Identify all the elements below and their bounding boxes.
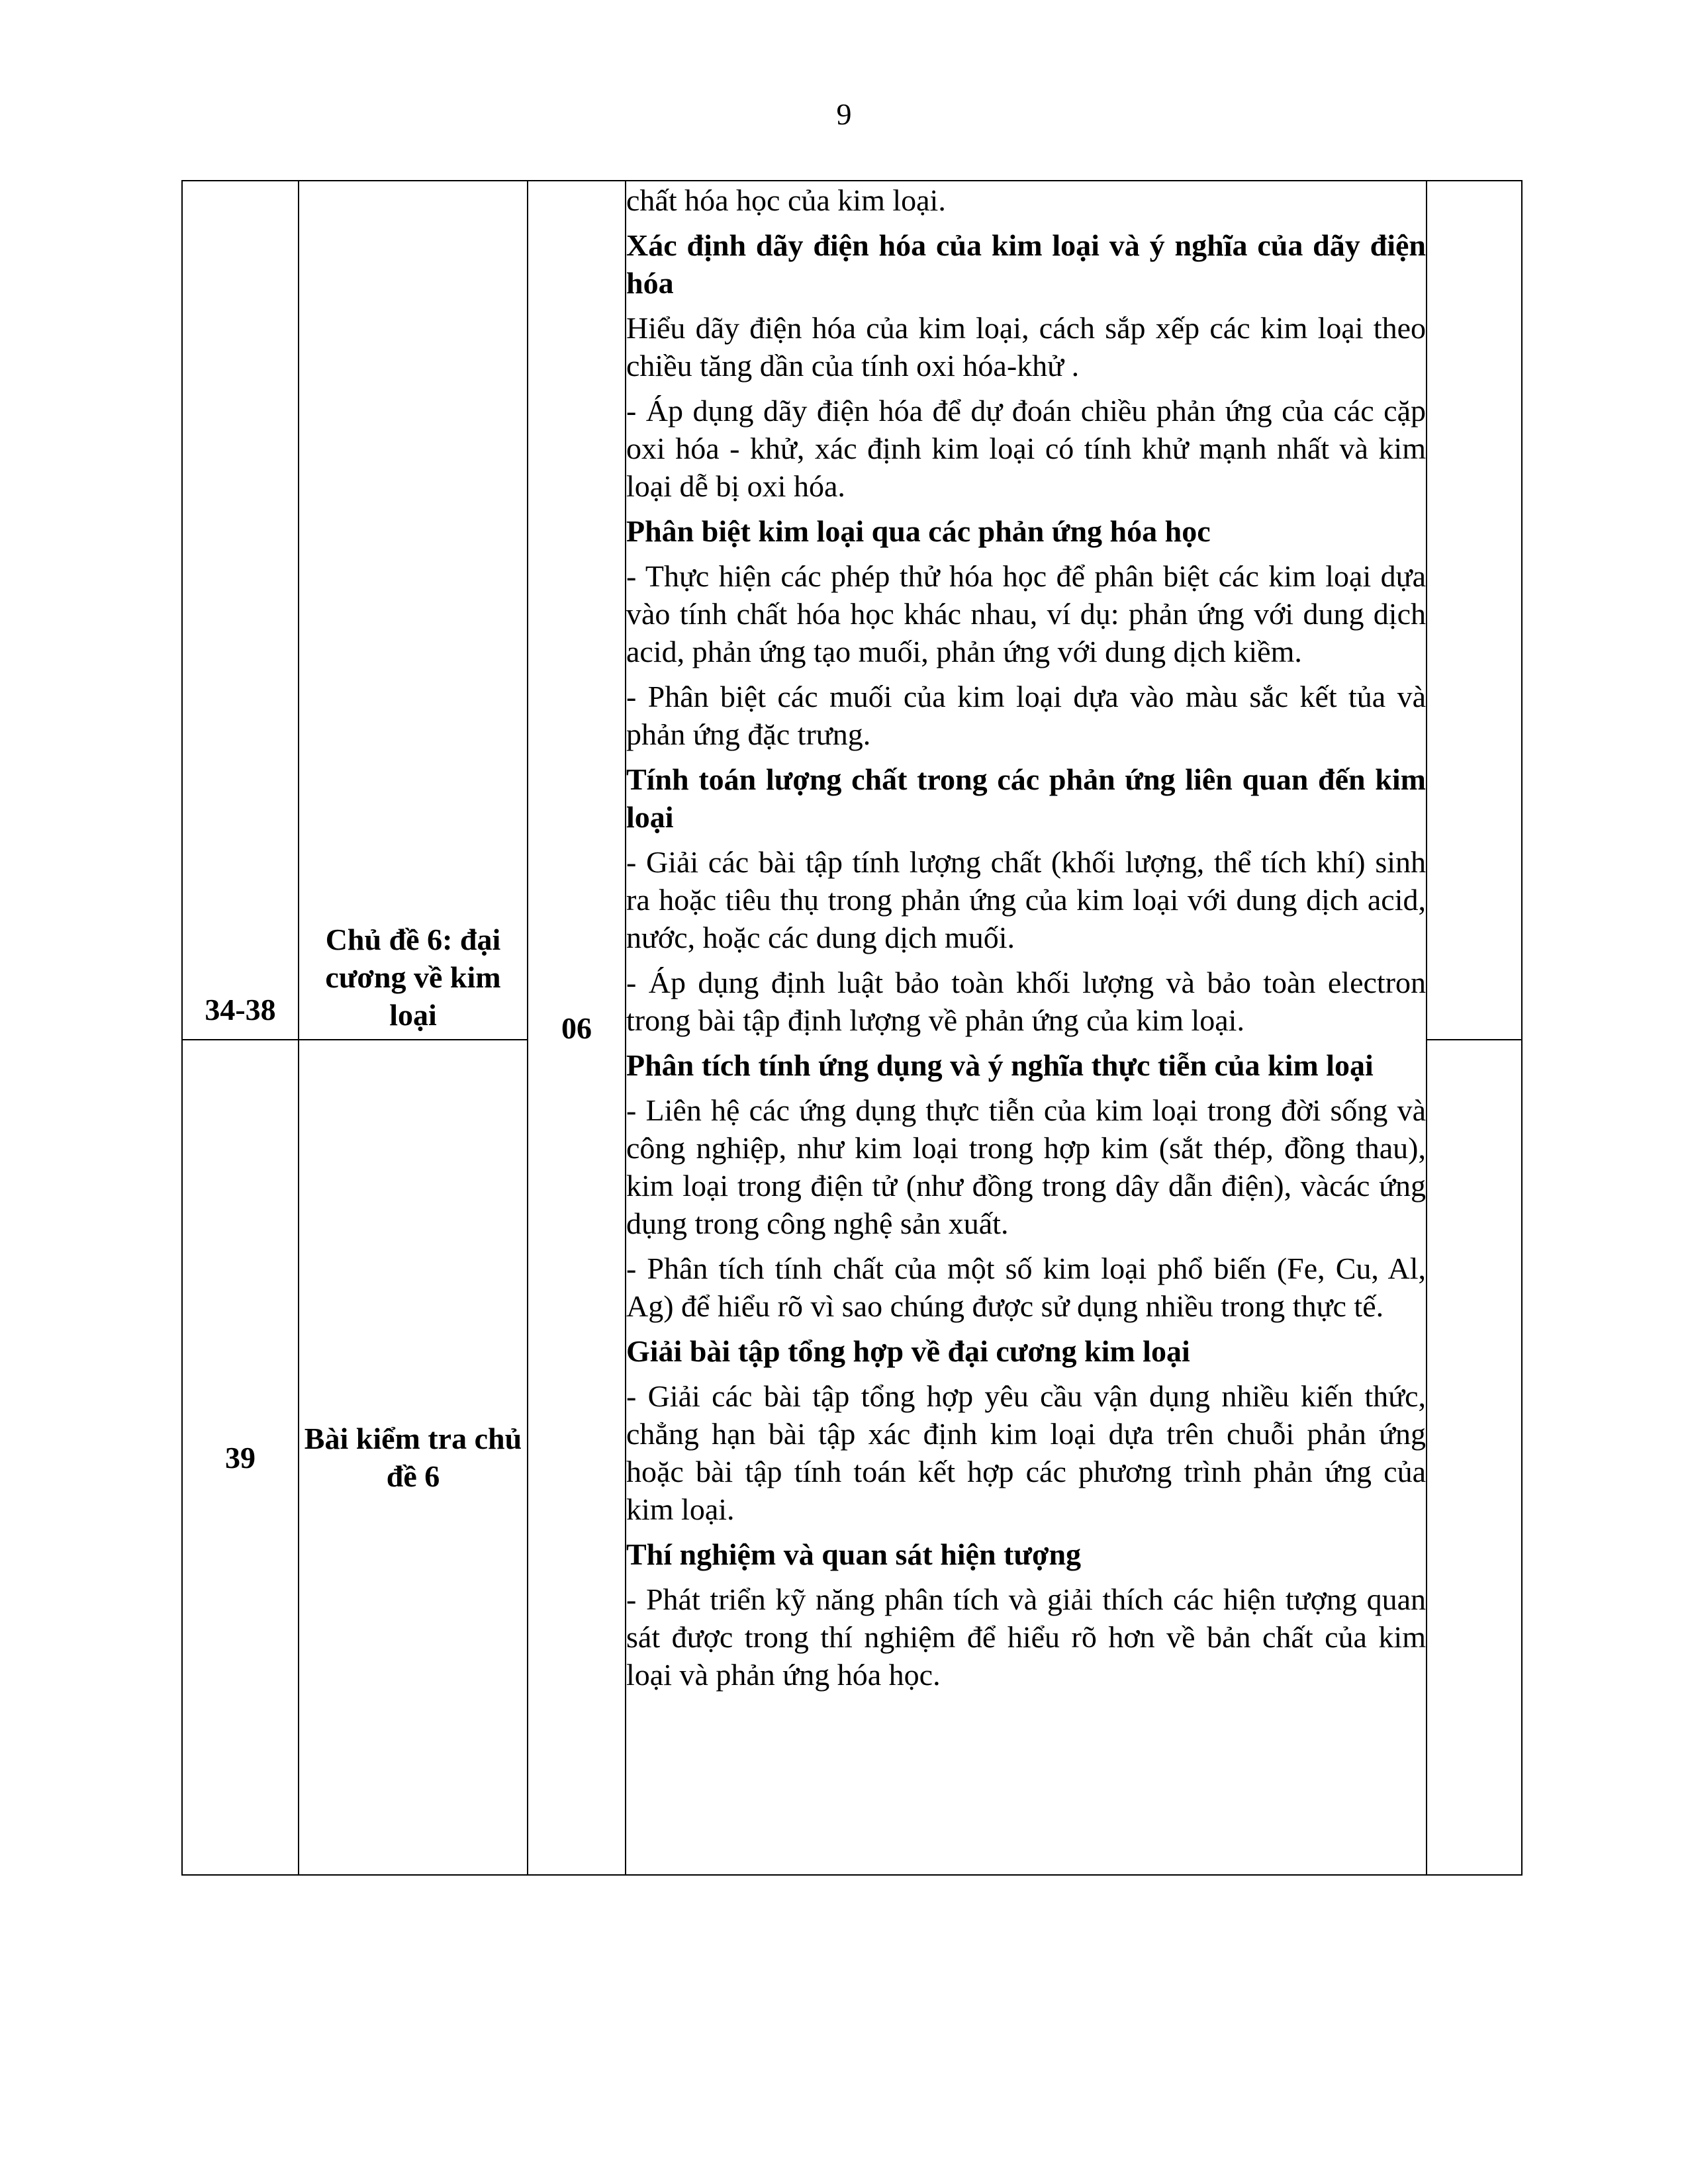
- topic-cell: Chủ đề 6: đại cương về kim loại: [299, 181, 528, 1040]
- page-number: 9: [836, 97, 852, 131]
- content-heading: Giải bài tập tổng hợp về đại cương kim loại: [626, 1334, 1190, 1368]
- content-heading: Phân biệt kim loại qua các phản ứng hóa học: [626, 514, 1211, 548]
- notes-cell: [1427, 1040, 1522, 1875]
- content-paragraph: - Phân biệt các muối của kim loại dựa vào màu sắc kết tủa và phản ứng đặc trưng.: [626, 680, 1426, 751]
- table-row: [182, 181, 1522, 1040]
- content-paragraph: - Giải các bài tập tổng hợp yêu cầu vận dụng nhiều kiến thức, chẳng hạn bài tập xác định kim loại dựa trên chuỗi phản ứng hoặc bài tập tính toán kết hợp các phương trình phản ứng của kim loại.: [626, 1379, 1426, 1526]
- notes-cell: [1427, 181, 1522, 1040]
- content-paragraph: - Liên hệ các ứng dụng thực tiễn của kim loại trong đời sống và công nghiệp, như kim loại trong hợp kim (sắt thép, đồng thau), kim loại trong điện tử (như đồng trong dây dẫn điện), vàcác ứng dụng trong công nghệ sản xuất.: [626, 1093, 1426, 1240]
- content-heading: Tính toán lượng chất trong các phản ứng liên quan đến kim loại: [626, 762, 1426, 834]
- content-list: [626, 181, 1426, 1694]
- content-heading: Xác định dãy điện hóa của kim loại và ý nghĩa của dãy điện hóa: [626, 228, 1426, 300]
- lesson-plan-table: [181, 180, 1523, 1876]
- content-paragraph: - Phân tích tính chất của một số kim loại phổ biến (Fe, Cu, Al, Ag) để hiểu rõ vì sao chúng được sử dụng nhiều trong thực tế.: [626, 1251, 1426, 1323]
- lesson-number-cell: 39: [182, 1040, 299, 1875]
- content-paragraph: - Phát triển kỹ năng phân tích và giải thích các hiện tượng quan sát được trong thí nghiệm để hiểu rõ hơn về bản chất của kim loại và phản ứng hóa học.: [626, 1582, 1426, 1692]
- content-cell: [626, 181, 1427, 1875]
- content-paragraph: - Thực hiện các phép thử hóa học để phân biệt các kim loại dựa vào tính chất hóa học khác nhau, ví dụ: phản ứng với dung dịch acid, phản ứng tạo muối, phản ứng với dung dịch kiềm.: [626, 559, 1426, 668]
- topic-cell: Bài kiểm tra chủ đề 6: [299, 1040, 528, 1875]
- content-paragraph: - Giải các bài tập tính lượng chất (khối lượng, thể tích khí) sinh ra hoặc tiêu thụ trong phản ứng của kim loại với dung dịch acid, nước, hoặc các dung dịch muối.: [626, 845, 1426, 954]
- periods-cell: 06: [528, 181, 626, 1875]
- lesson-number-cell: 34-38: [182, 181, 299, 1040]
- content-paragraph: Hiểu dãy điện hóa của kim loại, cách sắp xếp các kim loại theo chiều tăng dần của tính oxi hóa-khử .: [626, 311, 1426, 383]
- content-heading: Phân tích tính ứng dụng và ý nghĩa thực tiễn của kim loại: [626, 1048, 1374, 1082]
- content-paragraph: - Áp dụng định luật bảo toàn khối lượng và bảo toàn electron trong bài tập định lượng về phản ứng của kim loại.: [626, 966, 1426, 1037]
- content-paragraph: chất hóa học của kim loại.: [626, 183, 946, 217]
- content-paragraph: - Áp dụng dãy điện hóa để dự đoán chiều phản ứng của các cặp oxi hóa - khử, xác định kim loại có tính khử mạnh nhất và kim loại dễ bị oxi hóa.: [626, 394, 1426, 503]
- content-heading: Thí nghiệm và quan sát hiện tượng: [626, 1537, 1082, 1571]
